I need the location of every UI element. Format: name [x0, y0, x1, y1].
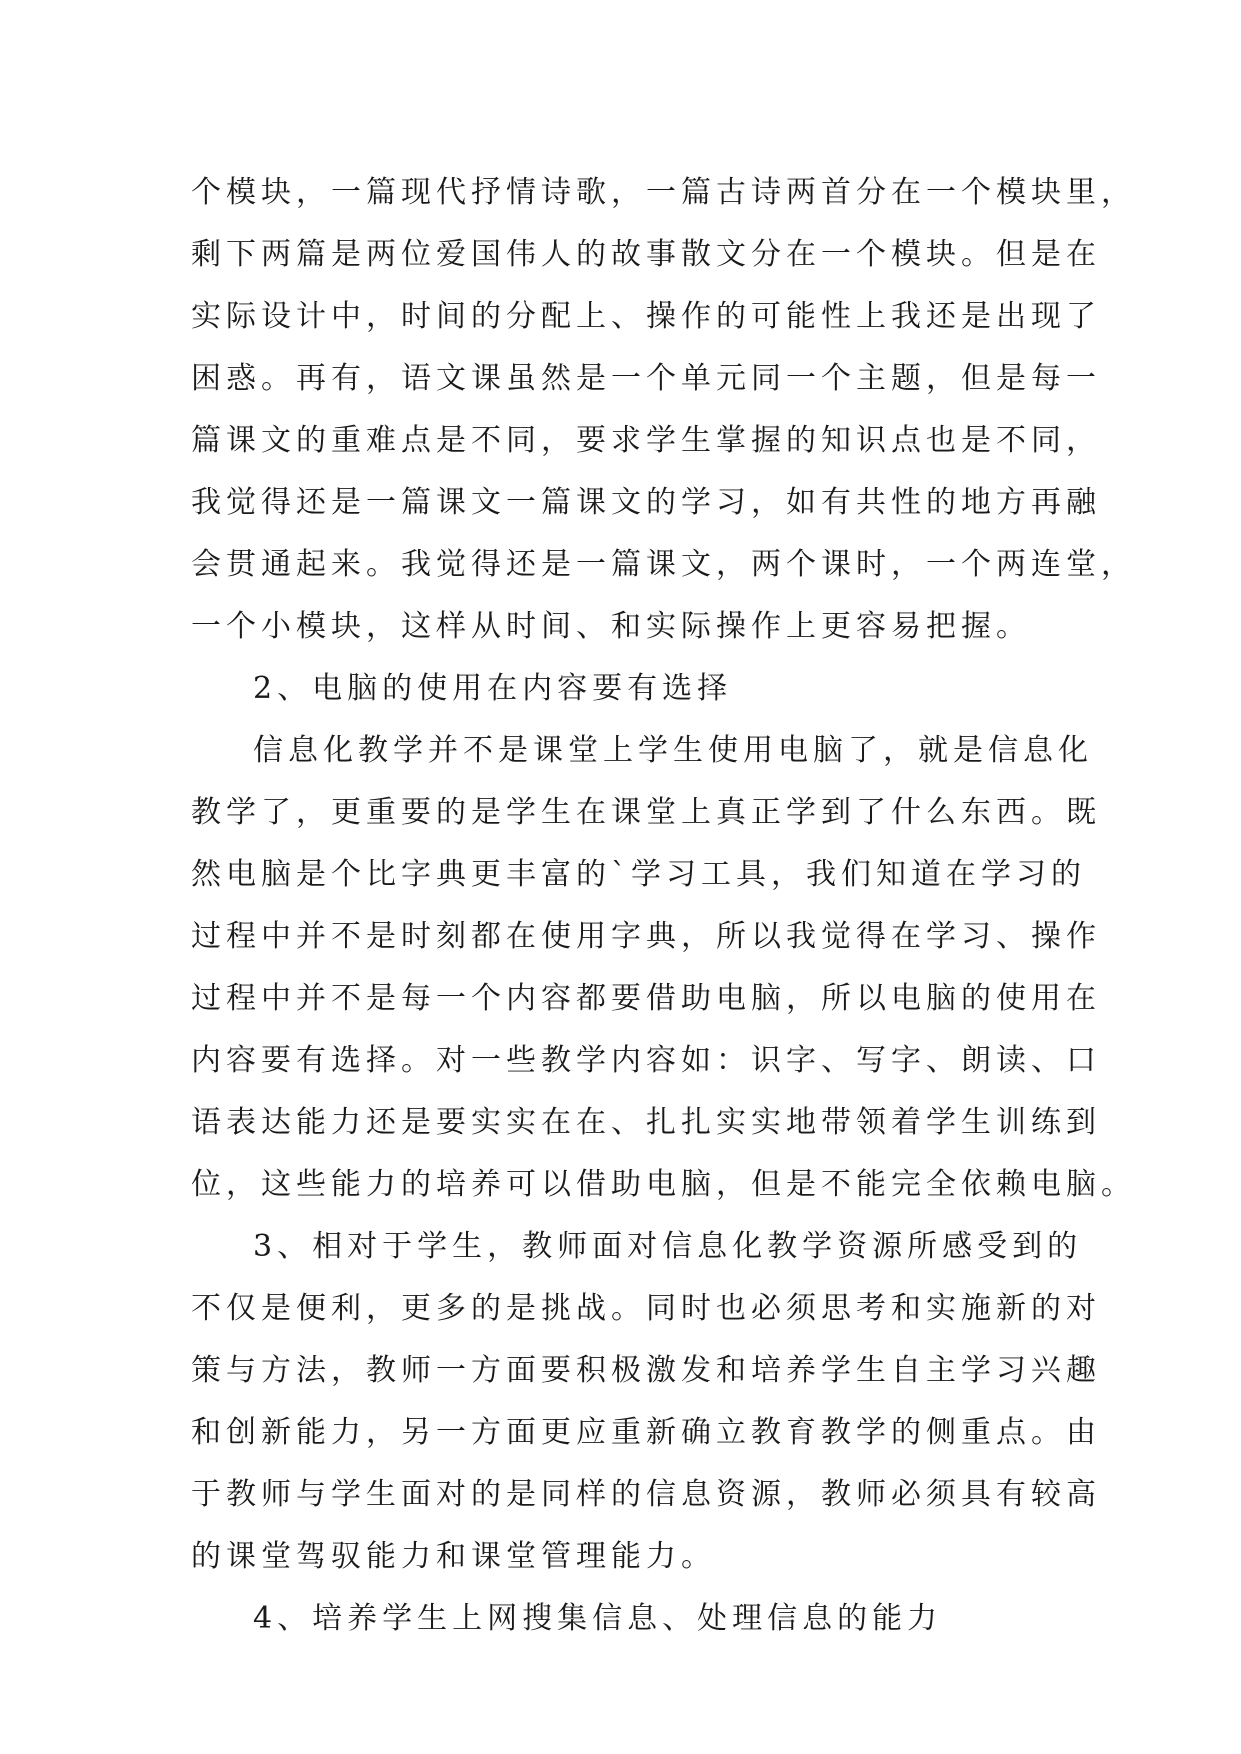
- text-line: 过程中并不是每一个内容都要借助电脑，所以电脑的使用在: [191, 981, 1101, 1016]
- text-line: 一个小模块，这样从时间、和实际操作上更容易把握。: [191, 609, 1031, 644]
- text-line: 和创新能力，另一方面更应重新确立教育教学的侧重点。由: [191, 1415, 1101, 1450]
- text-line: 会贯通起来。我觉得还是一篇课文，两个课时，一个两连堂，: [191, 547, 1136, 582]
- text-line: 个模块，一篇现代抒情诗歌，一篇古诗两首分在一个模块里，: [191, 175, 1136, 210]
- section-heading: 3、相对于学生，教师面对信息化教学资源所感受到的: [253, 1229, 1083, 1264]
- document-page: [191, 162, 1136, 1650]
- text-line: 位，这些能力的培养可以借助电脑，但是不能完全依赖电脑。: [191, 1167, 1136, 1202]
- text-line: 教学了，更重要的是学生在课堂上真正学到了什么东西。既: [191, 795, 1101, 830]
- text-line: 于教师与学生面对的是同样的信息资源，教师必须具有较高: [191, 1477, 1101, 1512]
- text-line: 不仅是便利，更多的是挑战。同时也必须思考和实施新的对: [191, 1291, 1101, 1326]
- text-line: 内容要有选择。对一些教学内容如：识字、写字、朗读、口: [191, 1043, 1101, 1078]
- text-line: 剩下两篇是两位爱国伟人的故事散文分在一个模块。但是在: [191, 237, 1101, 272]
- text-line: 策与方法，教师一方面要积极激发和培养学生自主学习兴趣: [191, 1353, 1101, 1388]
- text-line: 语表达能力还是要实实在在、扎扎实实地带领着学生训练到: [191, 1105, 1101, 1140]
- text-line: 篇课文的重难点是不同，要求学生掌握的知识点也是不同，: [191, 423, 1101, 458]
- text-line: 我觉得还是一篇课文一篇课文的学习，如有共性的地方再融: [191, 485, 1101, 520]
- text-line: 的课堂驾驭能力和课堂管理能力。: [191, 1539, 716, 1574]
- text-line: 实际设计中，时间的分配上、操作的可能性上我还是出现了: [191, 299, 1101, 334]
- text-line: 然电脑是个比字典更丰富的`学习工具，我们知道在学习的: [191, 857, 1086, 892]
- section-heading: 2、电脑的使用在内容要有选择: [253, 671, 733, 706]
- section-heading: 4、培养学生上网搜集信息、处理信息的能力: [253, 1601, 943, 1636]
- text-line: 过程中并不是时刻都在使用字典，所以我觉得在学习、操作: [191, 919, 1101, 954]
- paragraph-start-line: 信息化教学并不是课堂上学生使用电脑了，就是信息化: [253, 733, 1093, 768]
- text-line: 困惑。再有，语文课虽然是一个单元同一个主题，但是每一: [191, 361, 1101, 396]
